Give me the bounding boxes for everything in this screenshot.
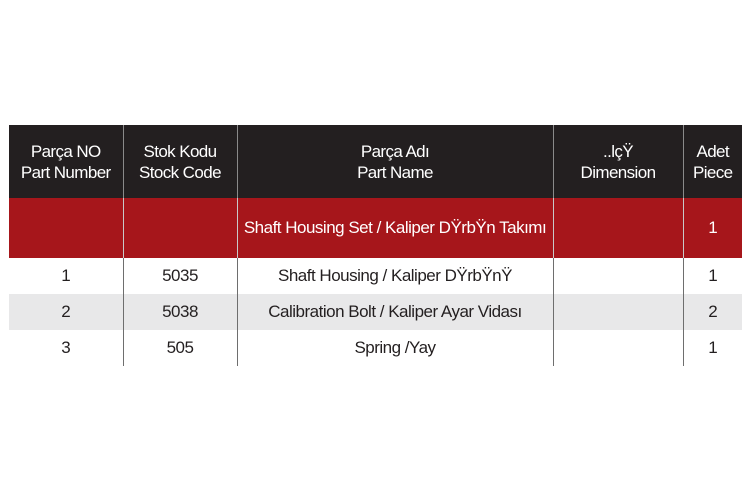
header-part-name [237,125,553,198]
header-dimension-tr: ..lçŸ [602,141,634,161]
header-piece-tr: Adet [696,141,730,161]
header-dimension-en: Dimension [580,162,656,182]
cell-part-name: Calibration Bolt / Kaliper Ayar Vidası [237,294,553,330]
header-part-name-en: Part Name [357,162,433,182]
cell-part-number: 1 [9,258,123,294]
set-part-number [9,198,123,258]
cell-part-name: Spring /Yay [237,330,553,366]
set-row [9,198,742,258]
cell-dimension [553,258,683,294]
cell-dimension [553,330,683,366]
header-part-number [9,125,123,198]
cell-stock-code: 505 [123,330,237,366]
table-row [9,258,742,294]
table-row [9,330,742,366]
table-row [9,294,742,330]
set-stock-code [123,198,237,258]
set-part-name: Shaft Housing Set / Kaliper DŸrbŸn Takımı [237,198,553,258]
set-piece: 1 [683,198,742,258]
table-header-row [9,125,742,198]
header-piece [683,125,742,198]
cell-piece: 1 [683,258,742,294]
set-dimension [553,198,683,258]
header-part-name-tr: Parça Adı [360,141,430,161]
header-stock-code-tr: Stok Kodu [143,141,217,161]
parts-table [9,125,742,366]
header-stock-code [123,125,237,198]
cell-part-number: 3 [9,330,123,366]
cell-dimension [553,294,683,330]
header-stock-code-en: Stock Code [139,162,221,182]
cell-part-number: 2 [9,294,123,330]
cell-part-name: Shaft Housing / Kaliper DŸrbŸnŸ [237,258,553,294]
header-dimension [553,125,683,198]
cell-stock-code: 5035 [123,258,237,294]
cell-piece: 1 [683,330,742,366]
header-part-number-tr: Parça NO [30,141,101,161]
header-part-number-en: Part Number [20,162,111,182]
cell-piece: 2 [683,294,742,330]
header-piece-en: Piece [692,162,733,182]
cell-stock-code: 5038 [123,294,237,330]
